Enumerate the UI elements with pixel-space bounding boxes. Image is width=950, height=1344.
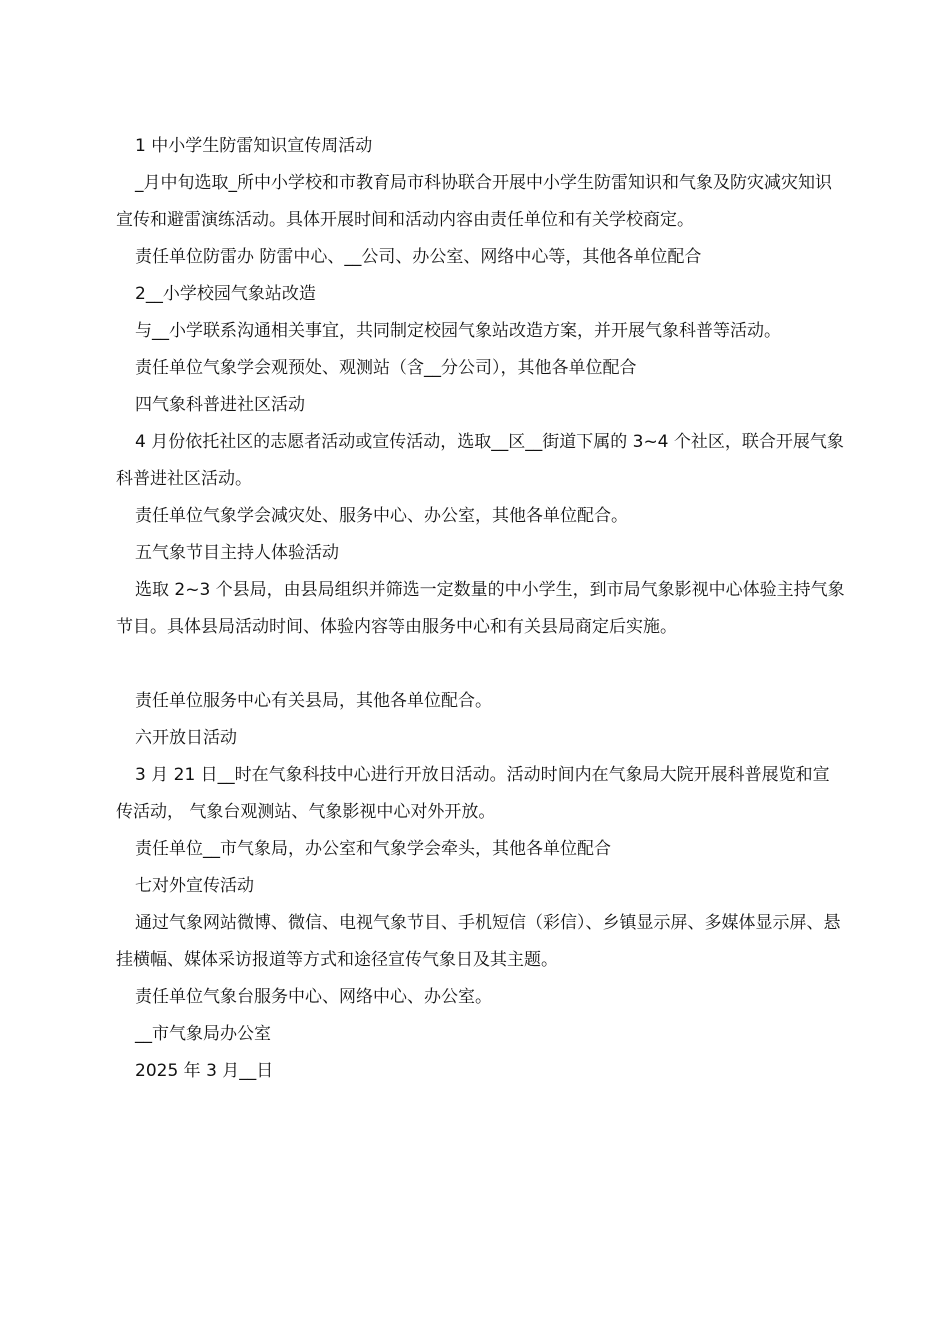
section-heading-5: 五气象节目主持人体验活动 [135,543,339,563]
section-heading-1: 1 中小学生防雷知识宣传周活动 [135,136,373,156]
paragraph-6-body: 3 月 21 日__时在气象科技中心进行开放日活动。活动时间内在气象局大院开展科普展览和宣传活动， 气象台观测站、气象影视中心对外开放。 [116,765,830,822]
paragraph-7-responsible: 责任单位气象台服务中心、网络中心、办公室。 [135,987,492,1007]
section-heading-6: 六开放日活动 [135,728,237,748]
document-body [116,128,846,1090]
section-heading-7: 七对外宣传活动 [135,876,254,896]
paragraph-7-body: 通过气象网站微博、微信、电视气象节目、手机短信（彩信）、乡镇显示屏、多媒体显示屏、悬挂横幅、媒体采访报道等方式和途径宣传气象日及其主题。 [116,913,841,970]
paragraph-5-body: 选取 2~3 个县局，由县局组织并筛选一定数量的中小学生，到市局气象影视中心体验主持气象节目。具体县局活动时间、体验内容等由服务中心和有关县局商定后实施。 [116,580,845,637]
signature-date: 2025 年 3 月__日 [135,1061,274,1081]
paragraph-1-body: _月中旬选取_所中小学校和市教育局市科协联合开展中小学生防雷知识和气象及防灾减灾知识宣传和避雷演练活动。具体开展时间和活动内容由责任单位和有关学校商定。 [116,173,832,230]
signature-office: __市气象局办公室 [135,1024,271,1044]
paragraph-4-responsible: 责任单位气象学会减灾处、服务中心、办公室，其他各单位配合。 [135,506,628,526]
paragraph-2-responsible: 责任单位气象学会观预处、观测站（含__分公司），其他各单位配合 [135,358,637,378]
paragraph-6-responsible: 责任单位__市气象局，办公室和气象学会牵头，其他各单位配合 [135,839,611,859]
paragraph-1-responsible: 责任单位防雷办 防雷中心、__公司、办公室、网络中心等，其他各单位配合 [135,247,702,267]
blank-line [116,646,846,683]
paragraph-4-body: 4 月份依托社区的志愿者活动或宣传活动，选取__区__街道下属的 3~4 个社区，联合开展气象科普进社区活动。 [116,432,844,489]
paragraph-5-responsible: 责任单位服务中心有关县局，其他各单位配合。 [135,691,492,711]
paragraph-2-body: 与__小学联系沟通相关事宜，共同制定校园气象站改造方案，并开展气象科普等活动。 [135,321,781,341]
section-heading-2: 2__小学校园气象站改造 [135,284,316,304]
section-heading-4: 四气象科普进社区活动 [135,395,305,415]
